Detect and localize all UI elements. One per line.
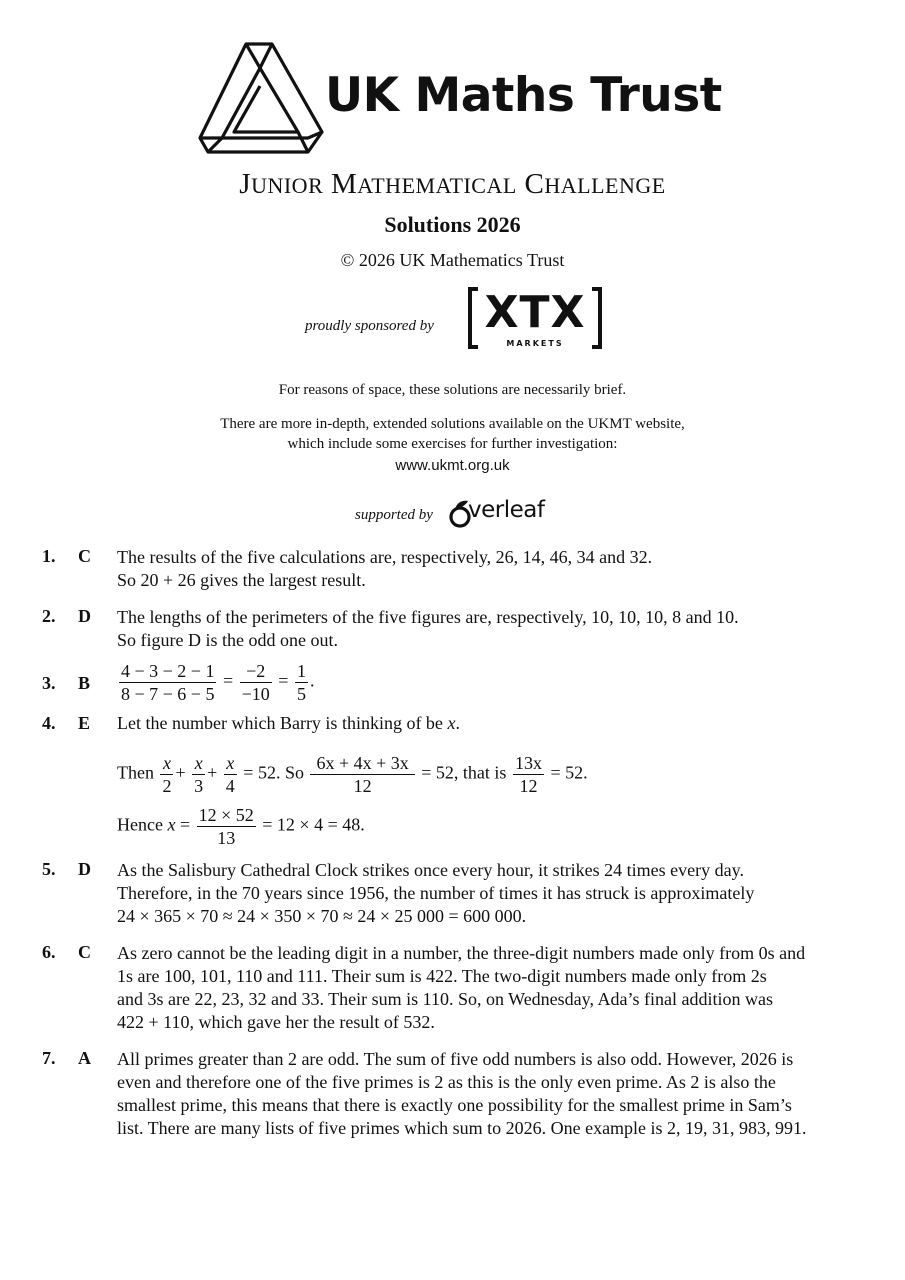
question-number: 5. bbox=[42, 859, 56, 879]
question-number: 2. bbox=[42, 606, 56, 626]
page-title: JUNIOR MATHEMATICAL CHALLENGE bbox=[239, 168, 666, 200]
supported-label: supported by bbox=[355, 507, 433, 523]
solution-text: All primes greater than 2 are odd. The sum of five odd numbers is also odd. However, 2026 is even and therefore one of the five primes is 2 as this is the only even prime. As 2 is also the smallest prime, this means that there is exactly one possibility for the smallest prime in Sam’s list. There are many lists of five primes which sum to 2026. One example is 2, 19, 31, 983, 991. bbox=[117, 1049, 807, 1138]
solution-text: The results of the five calculations are, respectively, 26, 14, 46, 34 and 32. So 20 + 26 gives the largest result. bbox=[117, 547, 653, 590]
answer-letter: D bbox=[78, 859, 91, 879]
sponsor-label: proudly sponsored by bbox=[305, 318, 434, 334]
solution-equation: Then $\frac{x}{2}$ + $\frac{x}{3}$ + $\frac{x}{4}$ = 52. So $\frac{6x + 4x + 3x}{12}$ = 52, that is $\frac{13x}{12}$ = 52. bbox=[117, 753, 588, 796]
copyright: © 2026 UK Mathematics Trust bbox=[340, 250, 565, 270]
note-more: There are more in-depth, extended solutions available on the UKMT website, which include some exercises for further investigation: bbox=[220, 416, 685, 452]
solution-text: The lengths of the perimeters of the five figures are, respectively, 10, 10, 10, 8 and 10. So figure D is the odd one out. bbox=[117, 607, 739, 650]
question-number: 3. bbox=[42, 673, 56, 693]
question-number: 4. bbox=[42, 713, 56, 733]
ukmt-logo-text: UK Maths Trust bbox=[325, 68, 722, 123]
answer-letter: C bbox=[78, 942, 91, 962]
ukmt-triangle-logo bbox=[196, 40, 324, 156]
solution-equation: $\frac{4 - 3 - 2 - 1}{8 - 7 - 6 - 5}$ = $\frac{-2}{-10}$ = $\frac{1}{5}$ . bbox=[121, 661, 315, 704]
website-link[interactable]: www.ukmt.org.uk bbox=[395, 457, 510, 474]
question-number: 6. bbox=[42, 942, 56, 962]
answer-letter: D bbox=[78, 606, 91, 626]
answer-letter: B bbox=[78, 673, 91, 693]
page-subtitle: Solutions 2026 bbox=[384, 212, 521, 237]
answer-letter: C bbox=[78, 546, 91, 566]
note-space: For reasons of space, these solutions are necessarily brief. bbox=[278, 382, 627, 398]
question-number: 1. bbox=[42, 546, 56, 566]
solution-text: Let the number which Barry is thinking of be x. bbox=[117, 713, 460, 733]
xtx-markets-logo: XTX MARKETS bbox=[468, 287, 602, 353]
answer-letter: E bbox=[78, 713, 91, 733]
solution-text: As zero cannot be the leading digit in a number, the three-digit numbers made only from 0s and 1s are 100, 101, 110 and 111. Their sum is 422. The two-digit numbers made only from 2s and 3s are 22, 23, 32 and 33. Their sum is 110. So, on Wednesday, Ada’s final addition was 422 + 110, which gave her the result of 532. bbox=[117, 943, 806, 1032]
solution-equation: Hence x = $\frac{12 \times 52}{13}$ = 12 × 4 = 48. bbox=[117, 805, 365, 848]
solution-text: As the Salisbury Cathedral Clock strikes once every hour, it strikes 24 times every day. Therefore, in the 70 years since 1956, the number of times it has struck is approximately 24 × 365 × 70 ≈ 24 × 350 × 70 ≈ 24 × 25 000 = 600 000. bbox=[117, 860, 755, 926]
answer-letter: A bbox=[78, 1048, 91, 1068]
question-number: 7. bbox=[42, 1048, 56, 1068]
